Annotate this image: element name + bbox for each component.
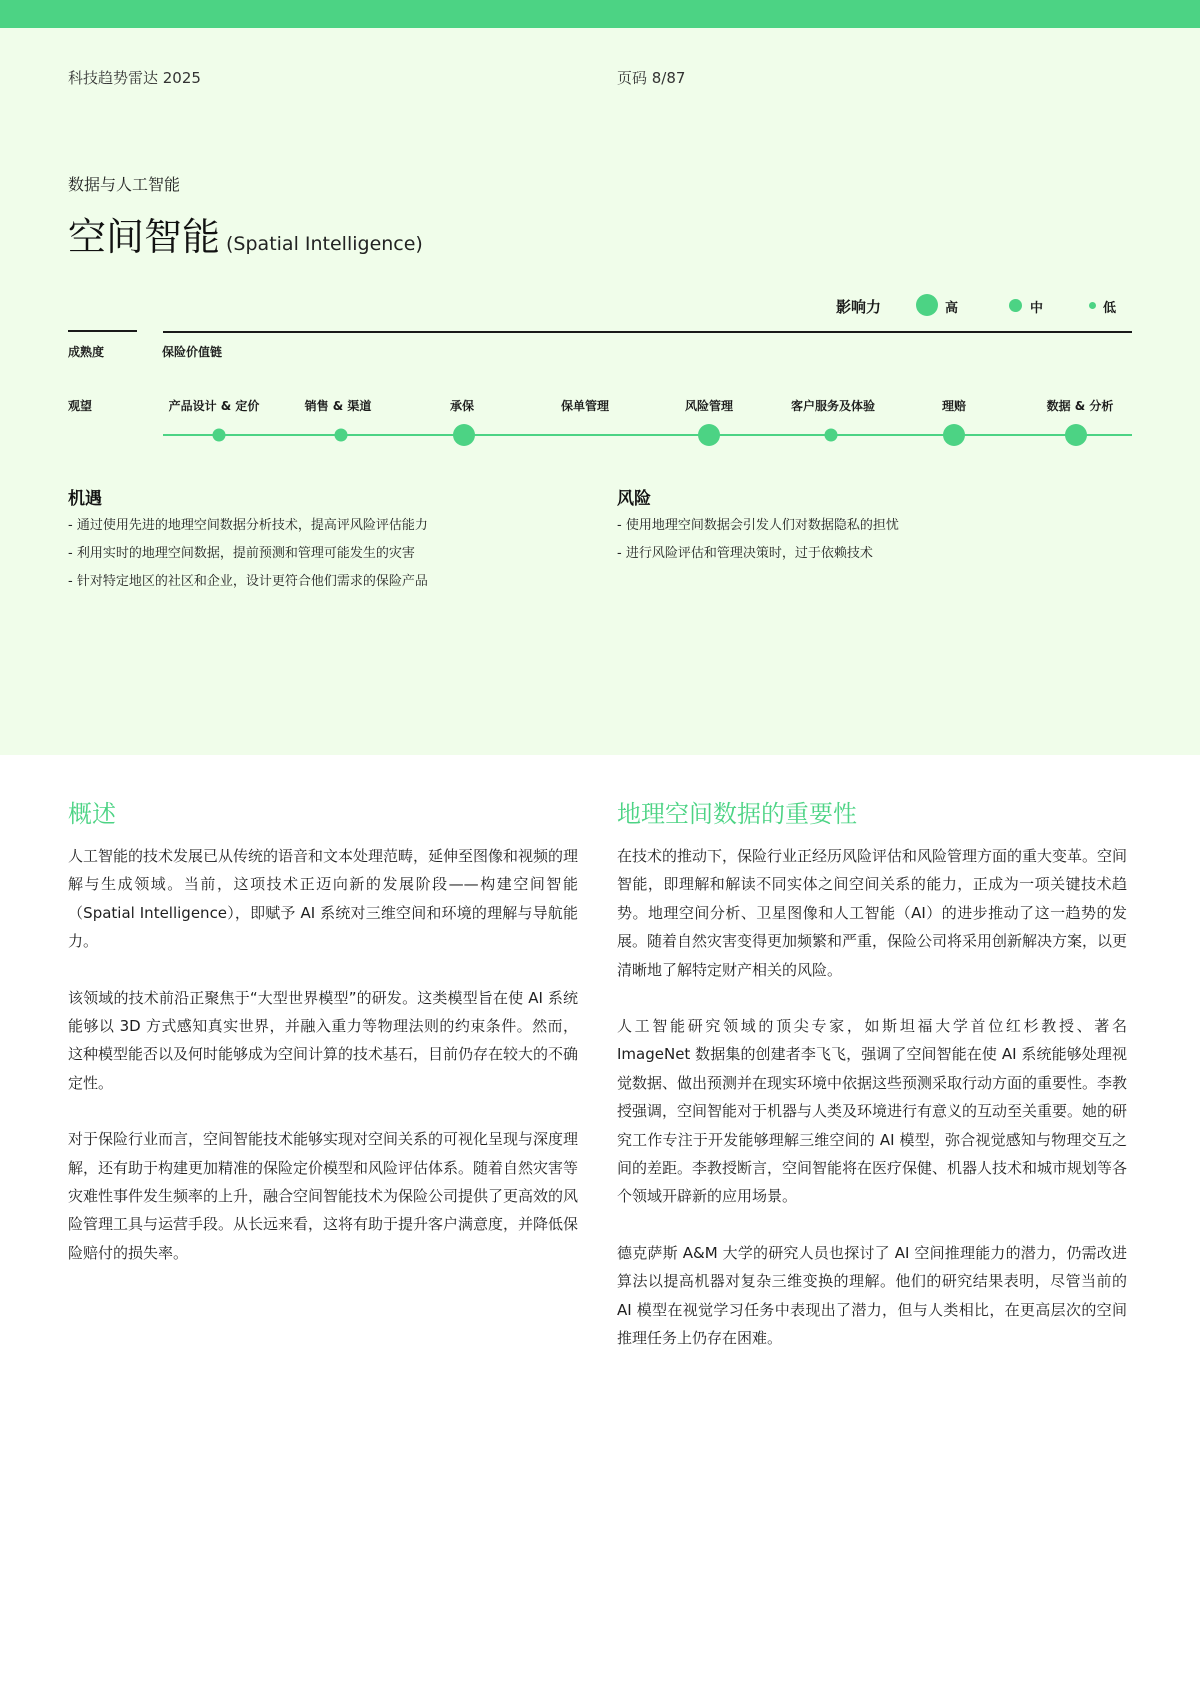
impact-marker	[698, 424, 720, 446]
stage-label: 产品设计 & 定价	[168, 399, 260, 413]
list-item: - 利用实时的地理空间数据，提前预测和管理可能发生的灾害	[68, 540, 428, 568]
category-label: 数据与人工智能	[68, 175, 181, 194]
paragraph: 德克萨斯 A&M 大学的研究人员也探讨了 AI 空间推理能力的潜力，仍需改进算法以提高机器对复杂三维变换的理解。他们的研究结果表明，尽管当前的 AI 模型在视觉学习任务中表现出了潜力，但与人类相比，在更高层次的空间推理任务上仍存在困难。	[617, 1243, 1127, 1348]
impact-high-dot	[916, 294, 938, 316]
maturity-header: 成熟度	[68, 345, 105, 359]
paragraph: 该领域的技术前沿正聚焦于“大型世界模型”的研发。这类模型旨在使 AI 系统能够以 3D 方式感知真实世界，并融入重力等物理法则的约束条件。然而，这种模型能否以及何时能够成为空间计算的技术基石，目前仍存在较大的不确定性。	[68, 988, 579, 1092]
paragraph: 在技术的推动下，保险行业正经历风险评估和风险管理方面的重大变革。空间智能，即理解和解读不同实体之间空间关系的能力，正成为一项关键技术趋势。地理空间分析、卫星图像和人工智能（AI）的进步推动了这一趋势的发展。随着自然灾害变得更加频繁和严重，保险公司将采用创新解决方案，以更清晰地了解特定财产相关的风险。	[617, 847, 1128, 979]
title-english: (Spatial Intelligence)	[226, 233, 423, 255]
importance-body	[617, 842, 1127, 1381]
overview-title: 概述	[68, 800, 116, 828]
stage-label: 风险管理	[684, 399, 734, 413]
importance-title: 地理空间数据的重要性	[617, 800, 857, 828]
opportunities-list	[68, 512, 428, 596]
impact-marker	[943, 424, 965, 446]
hero-panel	[0, 28, 1200, 755]
impact-low-label: 低	[1103, 301, 1117, 316]
list-item: - 使用地理空间数据会引发人们对数据隐私的担忧	[617, 512, 899, 540]
list-item: - 进行风险评估和管理决策时，过于依赖技术	[617, 540, 899, 568]
report-title: 科技趋势雷达 2025	[68, 69, 201, 87]
risks-title: 风险	[617, 489, 651, 509]
overview-body	[68, 842, 578, 1295]
stage-label: 数据 & 分析	[1046, 399, 1114, 413]
impact-marker	[335, 429, 348, 442]
paragraph: 人工智能研究领域的顶尖专家，如斯坦福大学首位红杉教授、著名 ImageNet 数据集的创建者李飞飞，强调了空间智能在使 AI 系统能够处理视觉数据、做出预测并在现实环境中依据这些预测采取行动方面的重要性。李教授强调，空间智能对于机器与人类及环境进行有意义的互动至关重要。她的研究工作专注于开发能够理解三维空间的 AI 模型，弥合视觉感知与物理交互之间的差距。李教授断言，空间智能将在医疗保健、机器人技术和城市规划等各个领域开辟新的应用场景。	[617, 1017, 1128, 1206]
value-chain-header: 保险价值链	[162, 345, 223, 359]
stage-label: 销售 & 渠道	[304, 399, 372, 413]
value-chain-track	[163, 434, 1132, 436]
impact-legend-label: 影响力	[836, 298, 882, 316]
impact-marker	[213, 429, 226, 442]
list-item: - 针对特定地区的社区和企业，设计更符合他们需求的保险产品	[68, 568, 428, 596]
value-chain-stages	[0, 397, 1200, 415]
impact-medium-dot	[1009, 299, 1022, 312]
impact-marker	[825, 429, 838, 442]
stage-label: 理赔	[941, 399, 967, 413]
impact-medium-label: 中	[1030, 301, 1044, 316]
stage-label: 承保	[449, 399, 475, 413]
list-item: - 通过使用先进的地理空间数据分析技术，提高评风险评估能力	[68, 512, 428, 540]
impact-marker	[1065, 424, 1087, 446]
maturity-value: 观望	[68, 399, 93, 413]
paragraph: 人工智能的技术发展已从传统的语音和文本处理范畴，延伸至图像和视频的理解与生成领域。当前，这项技术正迈向新的发展阶段——构建空间智能（Spatial Intelligence），即赋予 AI 系统对三维空间和环境的理解与导航能力。	[68, 847, 579, 951]
paragraph: 对于保险行业而言，空间智能技术能够实现对空间关系的可视化呈现与深度理解，还有助于构建更加精准的保险定价模型和风险评估体系。随着自然灾害等灾难性事件发生频率的上升，融合空间智能技术为保险公司提供了更高效的风险管理工具与运营手段。从长远来看，这将有助于提升客户满意度，并降低保险赔付的损失率。	[68, 1130, 579, 1262]
page-title	[68, 206, 423, 261]
top-accent-bar	[0, 0, 1200, 28]
page-number: 页码 8/87	[617, 69, 686, 87]
impact-low-dot	[1089, 302, 1096, 309]
value-chain-rule	[163, 331, 1132, 333]
opportunities-title: 机遇	[68, 489, 102, 509]
maturity-rule	[68, 330, 137, 332]
impact-marker	[453, 424, 475, 446]
impact-high-label: 高	[945, 301, 959, 316]
stage-label: 保单管理	[560, 399, 610, 413]
risks-list	[617, 512, 899, 568]
stage-label: 客户服务及体验	[790, 399, 876, 413]
title-main: 空间智能	[68, 215, 221, 259]
